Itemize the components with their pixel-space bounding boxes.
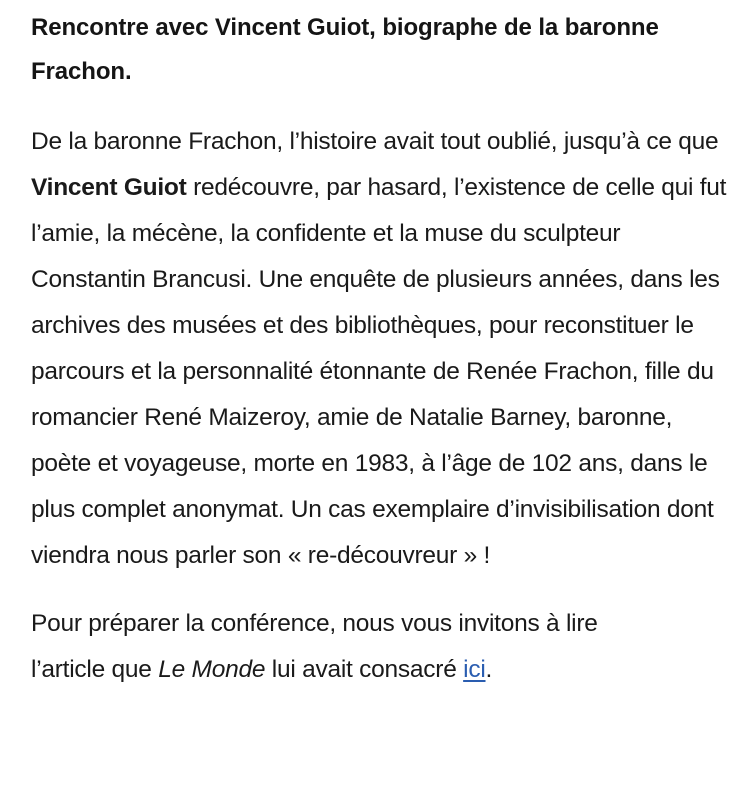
author-name: Vincent Guiot bbox=[31, 174, 187, 201]
article bbox=[31, 0, 731, 693]
invitation-line-1: Pour préparer la conférence, nous vous invitons à lire bbox=[31, 610, 598, 637]
intro-text-start: De la baronne Frachon, l’histoire avait tout oublié, jusqu’à ce que bbox=[31, 128, 719, 155]
invitation-text-middle: lui avait consacré bbox=[265, 656, 464, 683]
invitation-text-end: . bbox=[485, 656, 493, 683]
intro-paragraph bbox=[31, 119, 731, 579]
invitation-text-start: l’article que bbox=[31, 656, 159, 683]
article-link[interactable]: ici bbox=[463, 656, 486, 683]
article-heading: Rencontre avec Vincent Guiot, biographe de la baronne Frachon. bbox=[31, 14, 659, 85]
newspaper-name: Le Monde bbox=[158, 656, 266, 683]
intro-text-rest: redécouvre, par hasard, l’existence de celle qui fut l’amie, la mécène, la confidente et la muse du sculpteur Constantin Brancusi. Une enquête de plusieurs années, dans les archives des musées et des bibliothèques, pour reconstituer le parcours et la personnalité étonnante de Renée Frachon, fille du romancier René Maizeroy, amie de Natalie Barney, baronne, poète et voyageuse, morte en 1983, à l’âge de 102 ans, dans le plus complet anonymat. Un cas exemplaire d’invisibilisation dont viendra nous parler son « re-découvreur » ! bbox=[31, 174, 727, 569]
invitation-paragraph bbox=[31, 601, 731, 693]
